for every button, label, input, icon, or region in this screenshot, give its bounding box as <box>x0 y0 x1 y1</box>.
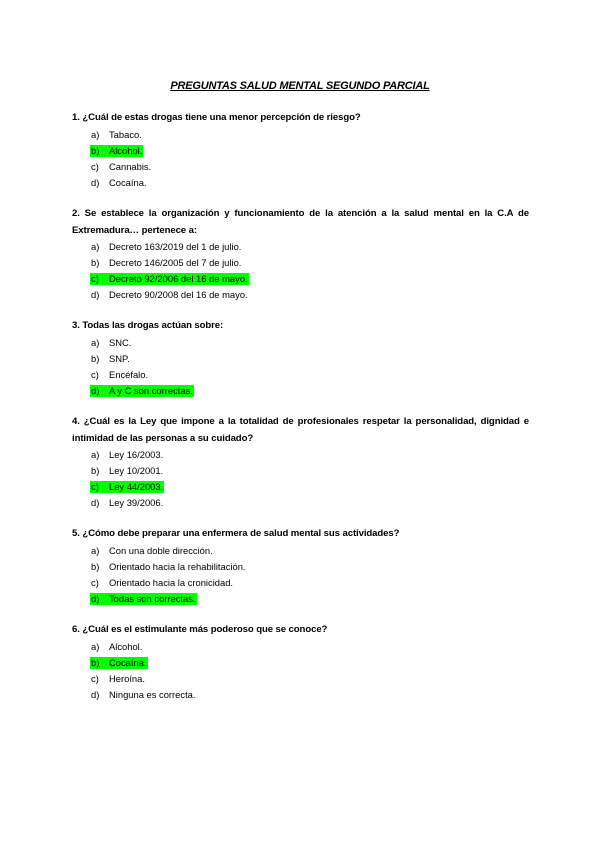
option-text: Encéfalo. <box>109 369 149 380</box>
option-text: Orientado hacia la cronicidad. <box>109 577 234 588</box>
option-text: Heroína. <box>109 673 145 684</box>
answer-options <box>72 543 529 607</box>
answer-option <box>72 175 529 191</box>
option-text: Decreto 92/2006 del 16 de mayo. <box>109 273 248 284</box>
option-text: Decreto 90/2008 del 16 de mayo. <box>109 289 248 300</box>
answer-option <box>72 159 529 175</box>
option-letter: a) <box>91 241 100 252</box>
document-title: PREGUNTAS SALUD MENTAL SEGUNDO PARCIAL <box>170 80 430 92</box>
option-text: Decreto 163/2019 del 1 de julio. <box>109 241 242 252</box>
answer-option <box>72 687 529 703</box>
question-text: 6. ¿Cuál es el estimulante más poderoso que se conoce? <box>72 624 328 635</box>
answer-option-correct <box>72 143 529 159</box>
answer-option <box>72 335 529 351</box>
option-text: SNC. <box>109 337 132 348</box>
option-letter: d) <box>91 177 100 188</box>
option-letter: c) <box>91 481 99 492</box>
question-4 <box>72 413 529 511</box>
answer-option <box>72 463 529 479</box>
answer-option <box>72 287 529 303</box>
question-1 <box>72 109 529 191</box>
option-letter: a) <box>91 449 100 460</box>
option-text: A y C son correctas. <box>109 385 193 396</box>
option-text: SNP. <box>109 353 130 364</box>
answer-option <box>72 575 529 591</box>
option-text: Cocaína. <box>109 177 147 188</box>
question-text: 2. Se establece la organización y funcionamiento de la atención a la salud mental en la C.A de Extremadura… pertenece a: <box>72 208 529 236</box>
option-text: Alcohol. <box>109 641 143 652</box>
option-text: Ley 10/2001. <box>109 465 164 476</box>
option-text: Cannabis. <box>109 161 152 172</box>
answer-option <box>72 447 529 463</box>
question-text: 5. ¿Cómo debe preparar una enfermera de salud mental sus actividades? <box>72 528 400 539</box>
answer-options <box>72 447 529 511</box>
answer-option-correct <box>72 383 529 399</box>
option-letter: d) <box>91 497 100 508</box>
question-5 <box>72 525 529 607</box>
answer-option-correct <box>72 271 529 287</box>
answer-option <box>72 543 529 559</box>
option-text: Con una doble dirección. <box>109 545 213 556</box>
option-letter: c) <box>91 369 99 380</box>
option-letter: b) <box>91 465 100 476</box>
question-3 <box>72 317 529 399</box>
answer-option <box>72 495 529 511</box>
answer-option-correct <box>72 591 529 607</box>
option-letter: a) <box>91 337 100 348</box>
option-text: Alcohol. <box>109 145 143 156</box>
option-letter: b) <box>91 561 100 572</box>
option-text: Tabaco. <box>109 129 142 140</box>
answer-option-correct <box>72 655 529 671</box>
answer-option <box>72 255 529 271</box>
option-letter: a) <box>91 641 100 652</box>
option-text: Ley 16/2003. <box>109 449 164 460</box>
answer-options <box>72 239 529 303</box>
option-letter: d) <box>91 689 100 700</box>
question-2 <box>72 205 529 303</box>
question-text: 3. Todas las drogas actúan sobre: <box>72 320 224 331</box>
option-text: Cocaína. <box>109 657 147 668</box>
option-text: Ninguna es correcta. <box>109 689 196 700</box>
option-letter: d) <box>91 385 100 396</box>
option-letter: c) <box>91 577 99 588</box>
answer-options <box>72 335 529 399</box>
option-letter: c) <box>91 673 99 684</box>
answer-option <box>72 671 529 687</box>
answer-options <box>72 639 529 703</box>
option-text: Ley 39/2006. <box>109 497 164 508</box>
option-text: Orientado hacia la rehabilitación. <box>109 561 246 572</box>
option-letter: c) <box>91 161 99 172</box>
answer-option <box>72 367 529 383</box>
option-letter: d) <box>91 593 100 604</box>
answer-option <box>72 639 529 655</box>
answer-option <box>72 559 529 575</box>
option-letter: a) <box>91 545 100 556</box>
answer-options <box>72 127 529 191</box>
question-text: 1. ¿Cuál de estas drogas tiene una menor percepción de riesgo? <box>72 112 361 123</box>
answer-option <box>72 127 529 143</box>
option-letter: d) <box>91 289 100 300</box>
answer-option-correct <box>72 479 529 495</box>
option-letter: c) <box>91 273 99 284</box>
option-letter: a) <box>91 129 100 140</box>
question-text: 4. ¿Cuál es la Ley que impone a la totalidad de profesionales respetar la personalidad, dignidad e intimidad de las personas a su cuidado? <box>72 416 529 444</box>
answer-option <box>72 239 529 255</box>
option-letter: b) <box>91 353 100 364</box>
answer-option <box>72 351 529 367</box>
option-letter: b) <box>91 257 100 268</box>
option-text: Ley 44/2003. <box>109 481 164 492</box>
option-letter: b) <box>91 657 100 668</box>
question-6 <box>72 621 529 703</box>
option-text: Decreto 146/2005 del 7 de julio. <box>109 257 242 268</box>
option-letter: b) <box>91 145 100 156</box>
option-text: Todas son correctas. <box>109 593 196 604</box>
question-list <box>72 109 529 717</box>
